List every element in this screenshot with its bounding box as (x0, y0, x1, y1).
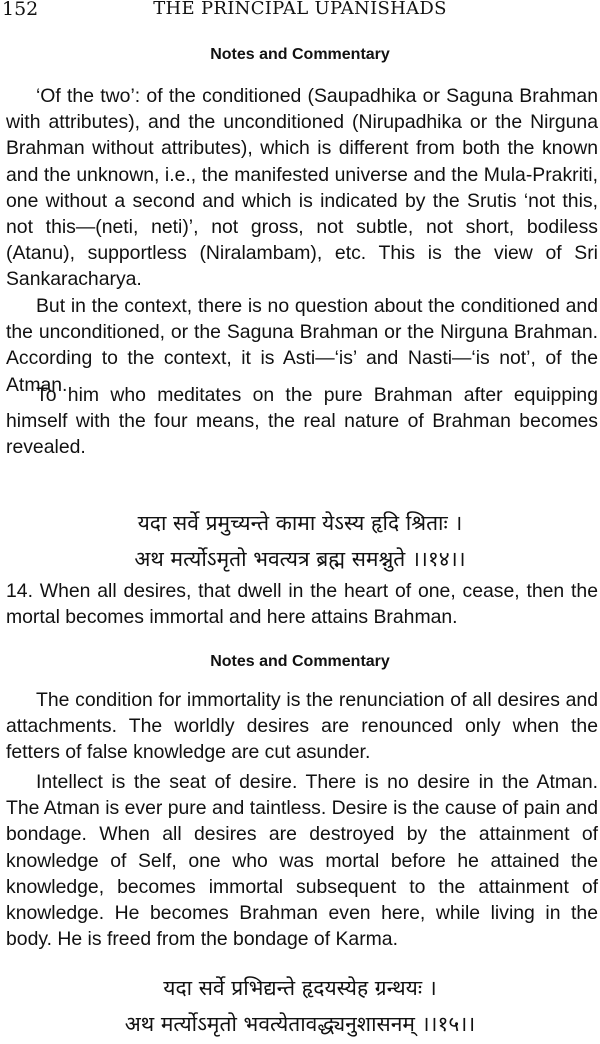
verse-line: यदा सर्वे प्रमुच्यन्ते कामा येऽस्य हृदि श्रिताः । (137, 511, 463, 535)
commentary-paragraph: ‘Of the two’: of the conditioned (Saupadhika or Saguna Brahman with attributes), and the unconditioned (Nirupadhika or the Nirguna Brahman without attributes), which is different from both the known and the unknown, i.e., the manifested universe and the Mula-Prakriti, one without a second and which is indicated by the Srutis ‘not this, not this—(neti, neti)’, not gross, not subtle, not short, bodiless (Atanu), supportless (Niralambam), etc. This is the view of Sri Sankaracharya. (6, 85, 598, 291)
commentary-paragraph: To him who meditates on the pure Brahman after equipping himself with the four means, the real nature of Brahman becomes revealed. (6, 384, 598, 459)
page-header (0, 0, 600, 22)
verse-translation: 14. When all desires, that dwell in the heart of one, cease, then the mortal becomes immortal and here attains Brahman. (6, 580, 598, 629)
page-number: 152 (2, 0, 39, 20)
commentary-paragraph: The condition for immortality is the renunciation of all desires and attachments. The worldly desires are renounced only when the fetters of false knowledge are cut asunder. (6, 689, 598, 764)
verse-line: अथ मर्त्योऽमृतो भवत्येतावद्ध्यनुशासनम् ।।१५।। (124, 1012, 476, 1036)
sanskrit-verse-15 (0, 970, 600, 1042)
section-heading: Notes and Commentary (210, 46, 390, 63)
running-title: THE PRINCIPAL UPANISHADS (153, 0, 447, 19)
section-heading: Notes and Commentary (210, 653, 390, 670)
verse-line: यदा सर्वे प्रभिद्यन्ते हृदयस्येह ग्रन्थयः । (163, 976, 437, 1000)
sanskrit-verse-14 (0, 505, 600, 577)
commentary-paragraph: But in the context, there is no question about the conditioned and the unconditioned, or the Saguna Brahman or the Nirguna Brahman. According to the context, it is Asti—‘is’ and Nasti—‘is not’, of the Atman. (6, 295, 598, 396)
commentary-paragraph: Intellect is the seat of desire. There is no desire in the Atman. The Atman is ever pure and taintless. Desire is the cause of pain and bondage. When all desires are destroyed by the attainment of knowledge of Self, one who was mortal before he attained the knowledge, becomes immortal subsequent to the attainment of knowledge. He becomes Brahman even here, while living in the body. He is freed from the bondage of Karma. (6, 771, 598, 951)
verse-line: अथ मर्त्योऽमृतो भवत्यत्र ब्रह्म समश्नुते ।।१४।। (134, 547, 466, 571)
